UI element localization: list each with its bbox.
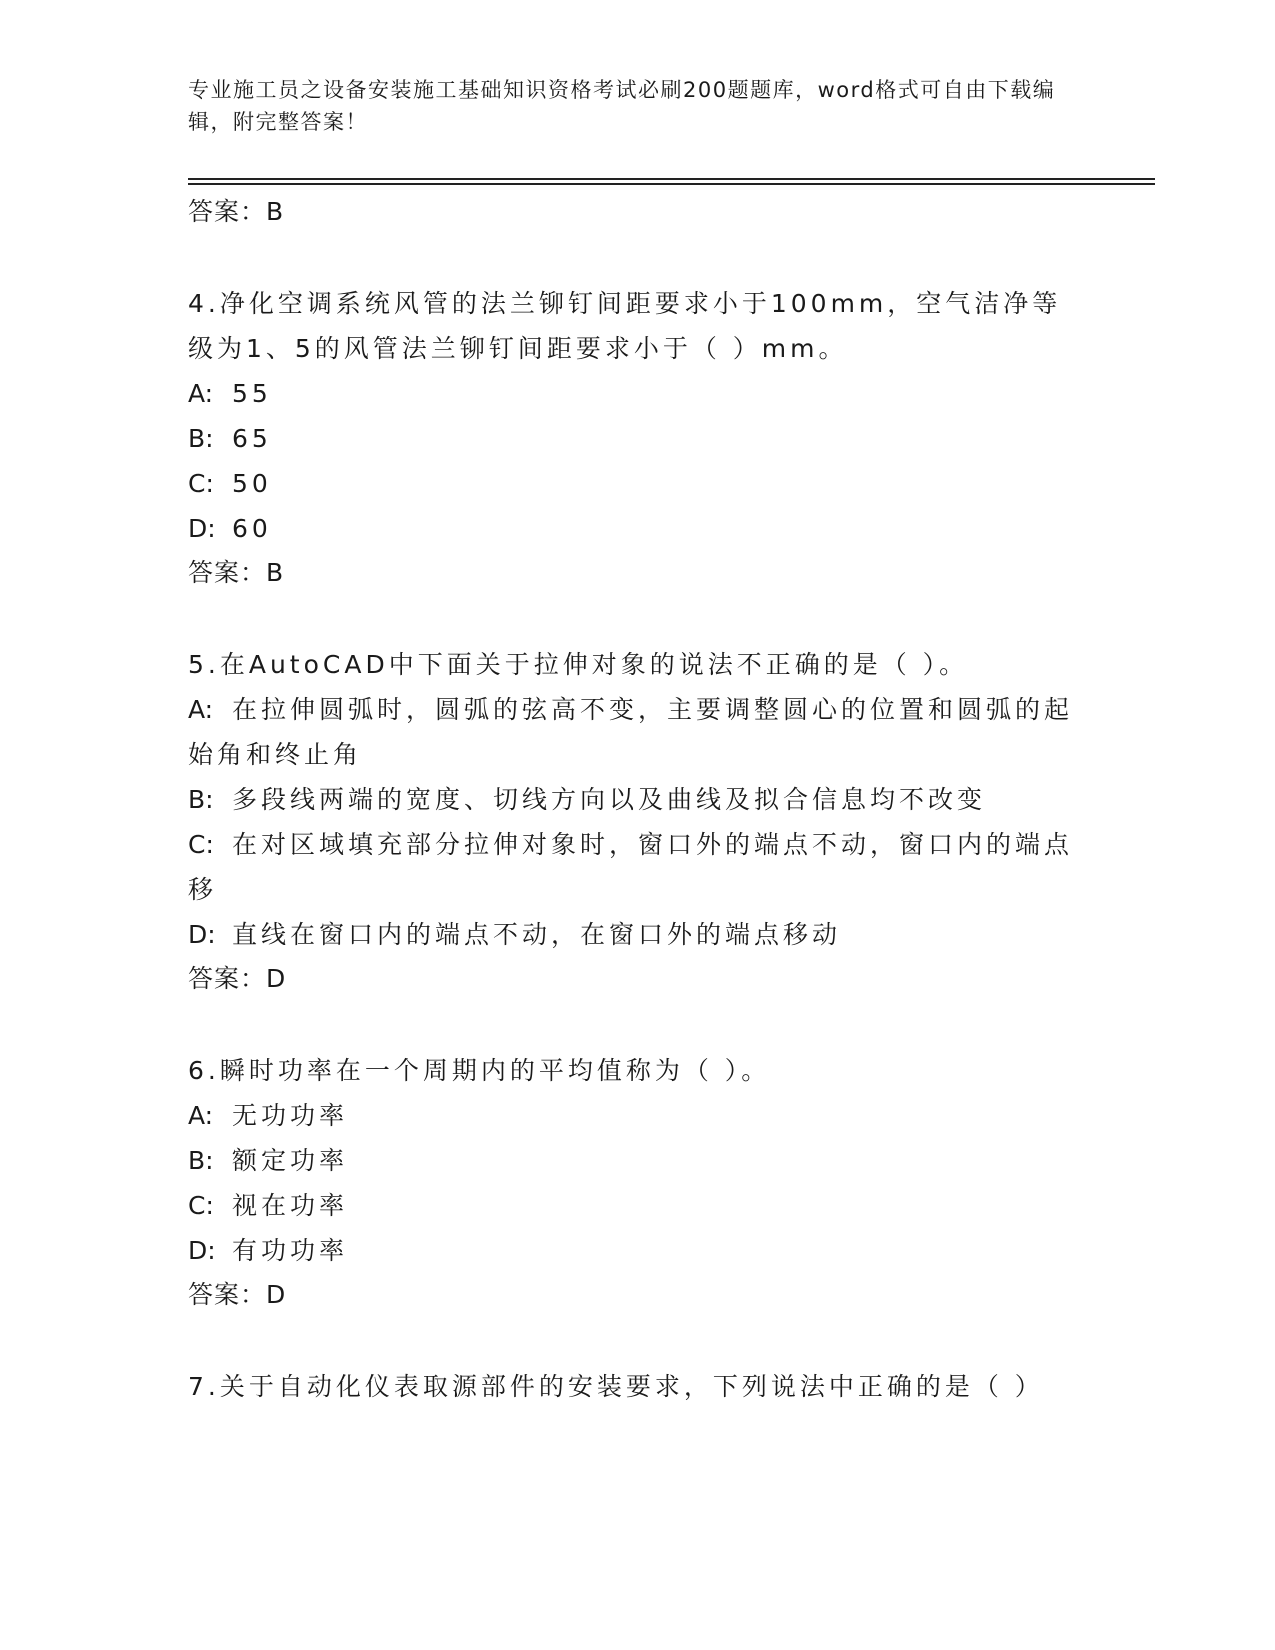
option-b [188, 777, 1088, 822]
option-text: 65 [232, 424, 272, 453]
question-stem: 5.在AutoCAD中下面关于拉伸对象的说法不正确的是（ ）。 [188, 650, 969, 679]
option-text: 直线在窗口内的端点不动，在窗口外的端点移动 [232, 920, 842, 949]
option-d [188, 506, 1088, 551]
header-divider-top [188, 178, 1155, 180]
option-letter: A: [188, 695, 214, 724]
option-letter: A: [188, 379, 214, 408]
option-c [188, 461, 1088, 506]
option-letter: D: [188, 920, 216, 949]
option-c [188, 822, 1088, 912]
option-d [188, 1228, 1088, 1273]
option-b [188, 1138, 1088, 1183]
option-b [188, 416, 1088, 461]
option-text: 55 [232, 379, 272, 408]
option-letter: B: [188, 1146, 214, 1175]
option-letter: B: [188, 424, 214, 453]
question-block [188, 281, 1088, 595]
header-divider-bottom [188, 183, 1155, 185]
question-block [188, 1364, 1088, 1409]
option-c [188, 1183, 1088, 1228]
option-text: 额定功率 [232, 1146, 349, 1175]
option-letter: D: [188, 1236, 216, 1265]
option-text: 无功功率 [232, 1101, 349, 1130]
option-text: 在对区域填充部分拉伸对象时，窗口外的端点不动，窗口内的端点移 [188, 830, 1074, 904]
option-letter: B: [188, 785, 214, 814]
option-text: 有功功率 [232, 1236, 349, 1265]
option-text: 多段线两端的宽度、切线方向以及曲线及拟合信息均不改变 [232, 785, 987, 814]
spacer [188, 1317, 1088, 1364]
answer-line: 答案：B [188, 558, 285, 587]
answer-line: 答案：D [188, 1280, 287, 1309]
question-stem: 6.瞬时功率在一个周期内的平均值称为（ ）。 [188, 1056, 771, 1085]
question-block [188, 1048, 1088, 1317]
question-stem: 4.净化空调系统风管的法兰铆钉间距要求小于100mm，空气洁净等级为1、5的风管法兰铆钉间距要求小于（ ）mm。 [188, 289, 1062, 363]
document-header [188, 74, 1088, 138]
question-block [188, 642, 1088, 1001]
option-text: 视在功率 [232, 1191, 349, 1220]
option-letter: C: [188, 1191, 214, 1220]
header-title: 专业施工员之设备安装施工基础知识资格考试必刷200题题库，word格式可自由下载编辑，附完整答案！ [188, 78, 1056, 134]
option-letter: C: [188, 469, 214, 498]
option-a [188, 1093, 1088, 1138]
question-list [188, 190, 1088, 1409]
question-stem: 7.关于自动化仪表取源部件的安装要求，下列说法中正确的是（ ） [188, 1372, 1044, 1401]
option-d [188, 912, 1088, 957]
option-a [188, 687, 1088, 777]
option-a [188, 371, 1088, 416]
option-text: 60 [232, 514, 272, 543]
option-text: 在拉伸圆弧时，圆弧的弦高不变，主要调整圆心的位置和圆弧的起始角和终止角 [188, 695, 1074, 769]
answer-line: 答案：B [188, 197, 285, 226]
spacer [188, 595, 1088, 642]
spacer [188, 234, 1088, 281]
answer-line: 答案：D [188, 964, 287, 993]
option-text: 50 [232, 469, 272, 498]
option-letter: C: [188, 830, 214, 859]
spacer [188, 1001, 1088, 1048]
option-letter: A: [188, 1101, 214, 1130]
option-letter: D: [188, 514, 216, 543]
